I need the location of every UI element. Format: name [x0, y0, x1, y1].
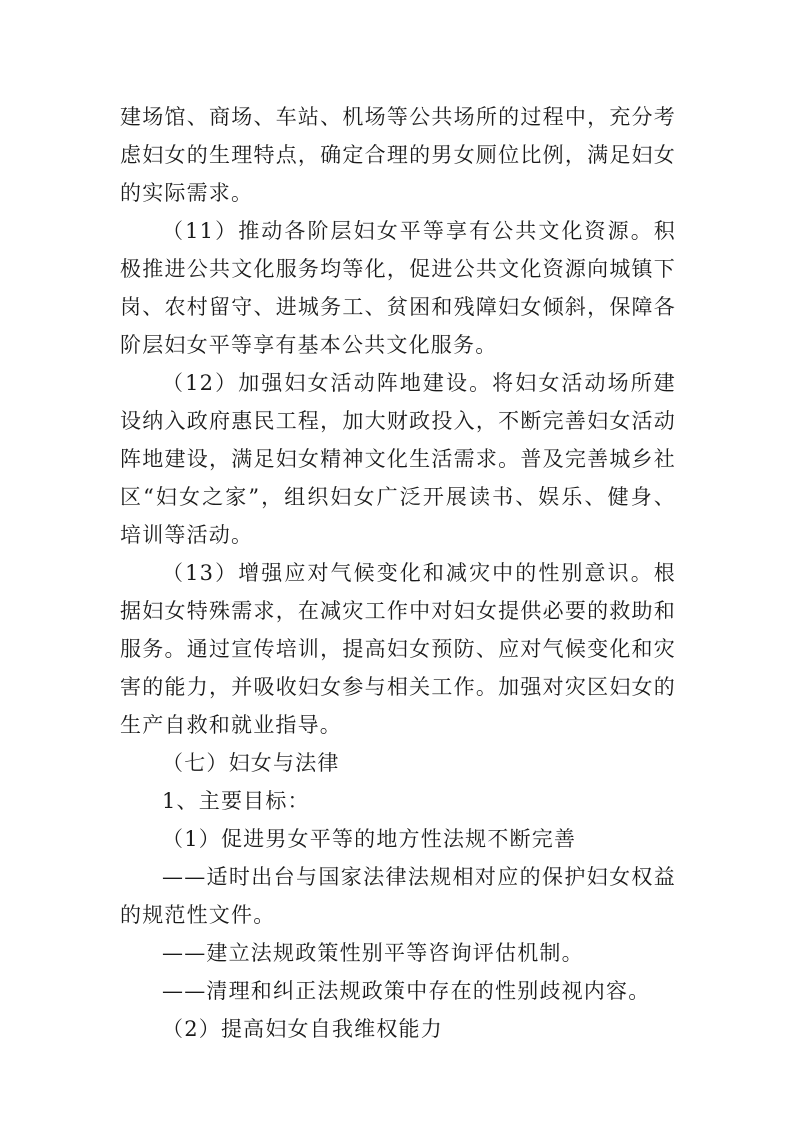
goal-1-bullet-2: ——建立法规政策性别平等咨询评估机制。 — [162, 941, 584, 965]
paragraph-item-11: （11）推动各阶层妇女平等享有公共文化资源。积极推进公共文化服务均等化，促进公共文化资源向城镇下岗、农村留守、进城务工、贫困和残障妇女倾斜，保障各阶层妇女平等享有基本公共文化服务。 — [120, 219, 676, 357]
paragraph-item-12: （12）加强妇女活动阵地建设。将妇女活动场所建设纳入政府惠民工程，加大财政投入，不断完善妇女活动阵地建设，满足妇女精神文化生活需求。普及完善城乡社区“妇女之家”，组织妇女广泛开展读书、娱乐、健身、培训等活动。 — [120, 371, 676, 547]
goal-1-heading: （1）促进男女平等的地方性法规不断完善 — [162, 827, 577, 851]
goal-1-bullet-3: ——清理和纠正法规政策中存在的性别歧视内容。 — [162, 979, 651, 1003]
section-heading-women-and-law: （七）妇女与法律 — [162, 751, 340, 775]
document-body — [120, 98, 676, 1048]
paragraph-public-facilities: 建场馆、商场、车站、机场等公共场所的过程中，充分考虑妇女的生理特点，确定合理的男女厕位比例，满足妇女的实际需求。 — [120, 105, 676, 205]
subheading-main-goals: 1、主要目标： — [162, 789, 310, 813]
goal-2-heading: （2）提高妇女自我维权能力 — [162, 1017, 443, 1041]
paragraph-item-13: （13）增强应对气候变化和减灾中的性别意识。根据妇女特殊需求，在减灾工作中对妇女提供必要的救助和服务。通过宣传培训，提高妇女预防、应对气候变化和灾害的能力，并吸收妇女参与相关工作。加强对灾区妇女的生产自救和就业指导。 — [120, 561, 676, 737]
goal-1-bullet-1: ——适时出台与国家法律法规相对应的保护妇女权益的规范性文件。 — [120, 865, 676, 927]
